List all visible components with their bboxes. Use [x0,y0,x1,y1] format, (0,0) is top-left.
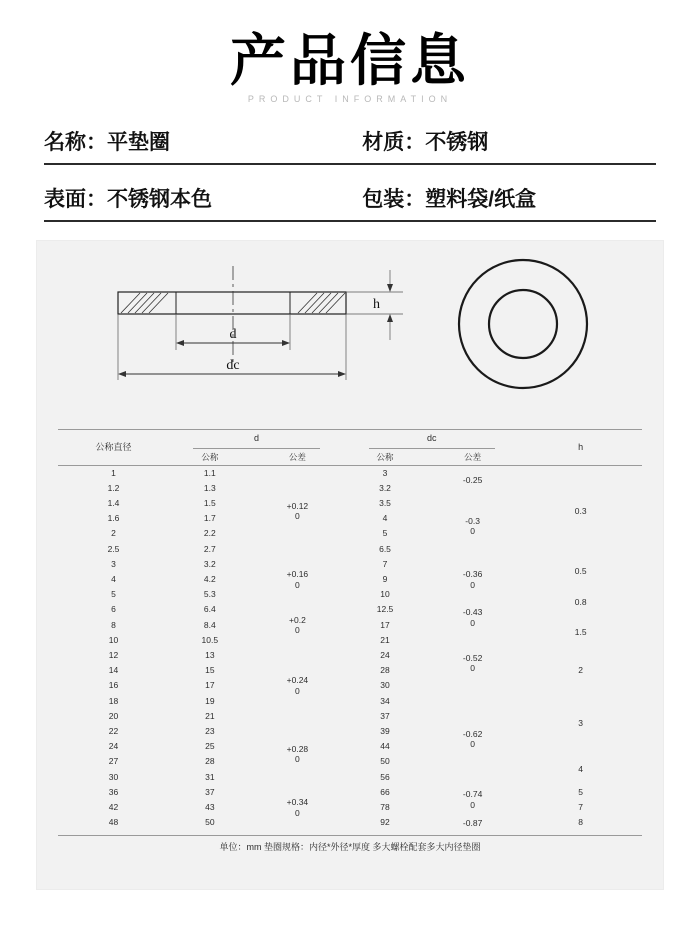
col-header-d: d [169,429,344,449]
spec-surface [44,183,362,213]
cell-dc-tolerance: -0.52 0 [462,652,483,674]
cell-dc-tolerance: -0.3 0 [465,515,480,537]
table-row [58,800,642,815]
cell-dc-nominal: 3 [382,467,388,478]
spec-row [44,126,656,165]
cell-dc-nominal: 5 [382,528,388,539]
cell-dc-nominal: 10 [380,589,390,600]
cell-d-nominal: 1.7 [203,513,216,524]
cell-thickness: 5 [578,786,584,797]
cell-d-nominal: 6.4 [203,604,216,615]
cell-nominal-diameter: 14 [108,665,119,676]
spec-row [44,183,656,222]
dimension-label-d: d [229,326,237,342]
cell-dc-nominal: 24 [380,650,390,661]
col-header-nominal: 公称直径 [95,441,132,452]
cell-nominal-diameter: 1.4 [107,498,120,508]
cell-d-nominal: 50 [205,817,215,828]
cell-nominal-diameter: 1 [111,467,116,478]
spec-material-value: 不锈钢 [425,130,489,154]
spec-surface-label: 表面： [44,187,107,211]
cell-thickness: 4 [578,764,584,775]
page-subtitle: PRODUCT INFORMATION [247,93,453,104]
dimension-label-dc: dc [226,357,240,373]
cell-d-nominal: 21 [205,710,215,721]
cell-nominal-diameter: 10 [108,634,119,645]
spec-name-value: 平垫圈 [107,130,170,154]
spec-name [44,126,362,156]
cell-d-nominal: 1.3 [203,482,216,493]
table-row [58,465,642,481]
cell-nominal-diameter: 5 [111,589,116,600]
cell-nominal-diameter: 22 [108,726,119,737]
spec-packaging [362,183,656,213]
cell-dc-nominal: 12.5 [376,604,394,615]
cell-d-tolerance: +0.28 0 [286,743,309,765]
table-row [58,754,642,769]
table-row [58,618,642,633]
table-row [58,587,642,602]
cell-d-nominal: 4.2 [203,574,216,585]
cell-d-nominal: 10.5 [201,634,219,645]
cell-d-nominal: 5.3 [203,589,216,600]
cell-d-nominal: 2.2 [203,528,216,539]
cell-d-nominal: 15 [205,665,215,676]
cell-thickness: 2 [578,665,584,676]
cell-d-nominal: 25 [205,741,215,752]
cell-nominal-diameter: 6 [111,604,116,615]
page-title: 产品信息 [230,29,470,92]
col-header-h: h [578,441,584,452]
cell-d-nominal: 19 [205,695,215,706]
cell-dc-nominal: 9 [382,574,388,585]
cell-dc-nominal: 6.5 [379,543,391,554]
spec-packaging-label: 包装： [362,187,426,211]
cell-dc-nominal: 66 [380,786,390,797]
cell-dc-nominal: 7 [382,558,388,569]
col-header-dc-nom: 公称 [376,451,394,462]
spec-surface-value: 不锈钢本色 [107,187,212,211]
technical-drawing-card [36,240,664,890]
cell-nominal-diameter: 1.2 [107,482,120,493]
cell-dc-nominal: 50 [380,756,390,767]
cell-thickness: 3 [578,718,584,729]
cell-dc-nominal: 4 [382,513,388,524]
cell-d-nominal: 28 [205,756,215,767]
cell-nominal-diameter: 24 [108,741,119,752]
cell-thickness: 0.3 [574,505,587,516]
cell-d-nominal: 43 [205,802,215,813]
cell-nominal-diameter: 27 [108,756,119,767]
table-row [58,557,642,572]
cell-dc-tolerance: -0.36 0 [462,568,483,590]
cell-d-nominal: 2.7 [203,543,216,554]
cell-d-nominal: 37 [205,786,215,797]
cell-nominal-diameter: 30 [108,771,119,782]
cell-dc-tolerance: -0.43 0 [462,607,483,628]
spec-packaging-value: 塑料袋/纸盒 [425,187,537,211]
cell-d-tolerance: +0.34 0 [286,797,309,818]
cell-d-nominal: 13 [205,650,215,661]
washer-drawing [58,254,642,429]
cell-nominal-diameter: 8 [111,619,116,630]
table-row [58,815,642,830]
cell-nominal-diameter: 1.6 [107,513,120,524]
cell-dc-nominal: 30 [380,680,390,691]
cell-nominal-diameter: 3 [111,558,116,569]
cell-nominal-diameter: 42 [108,802,119,813]
cell-d-tolerance: +0.2 0 [289,614,306,636]
cell-d-nominal: 1.1 [203,467,216,478]
card-inner [58,254,642,880]
cell-dc-nominal: 28 [380,665,390,676]
cell-d-nominal: 23 [205,726,215,737]
cell-thickness: 0.8 [574,596,587,607]
washer-plan-view [459,260,587,388]
cell-thickness: 1.5 [574,627,587,638]
cell-thickness: 0.5 [574,566,587,577]
cell-dc-nominal: 56 [380,771,390,782]
cell-nominal-diameter: 2 [111,528,116,539]
table-footnote: 单位：mm 垫圈规格：内径*外径*厚度 多大螺栓配套多大内径垫圈 [58,835,642,853]
cell-thickness: 8 [578,817,584,828]
cell-dc-nominal: 34 [380,695,390,706]
cell-d-tolerance: +0.16 0 [286,568,309,590]
table-row [58,785,642,800]
cell-nominal-diameter: 18 [108,695,119,706]
cell-dc-nominal: 17 [380,619,390,630]
cell-dc-nominal: 78 [380,802,390,813]
cell-dc-tolerance: -0.87 [462,817,483,828]
cell-nominal-diameter: 36 [108,786,119,797]
table-row [58,694,642,709]
spec-name-label: 名称： [44,130,107,154]
cell-nominal-diameter: 4 [111,574,116,585]
cell-thickness: 7 [578,802,584,813]
cell-d-nominal: 1.5 [203,498,216,508]
col-header-dc: dc [344,429,519,449]
cell-d-tolerance: +0.12 0 [286,500,309,522]
cell-dc-nominal: 3.5 [379,498,391,508]
col-header-d-nom: 公称 [201,451,219,462]
cell-nominal-diameter: 2.5 [107,543,120,554]
cell-nominal-diameter: 16 [108,680,119,691]
dimension-label-h: h [373,296,380,312]
cell-dc-tolerance: -0.74 0 [462,789,483,811]
cell-nominal-diameter: 48 [108,817,119,828]
cell-nominal-diameter: 12 [108,650,119,661]
cell-dc-nominal: 39 [380,726,390,737]
col-header-d-tol: 公差 [288,451,306,462]
spec-material-label: 材质： [362,130,426,154]
cell-dc-nominal: 44 [380,741,390,752]
cell-d-nominal: 17 [205,680,215,691]
cell-dc-tolerance: -0.25 [462,475,483,486]
spec-list [44,126,656,222]
cell-dc-nominal: 3.2 [379,482,391,493]
cell-dc-nominal: 92 [380,817,390,828]
table-row [58,648,642,663]
header-block [0,0,700,104]
washer-drawing-svg [58,254,642,429]
dimension-table [58,429,642,831]
cell-dc-tolerance: -0.62 0 [462,728,483,750]
spec-material [362,126,656,156]
dimension-table-body [58,465,642,830]
cell-nominal-diameter: 20 [108,710,119,721]
cell-d-tolerance: +0.24 0 [286,675,309,697]
cell-d-nominal: 31 [205,771,215,782]
cell-dc-nominal: 21 [380,634,390,645]
col-header-dc-tol: 公差 [464,451,482,462]
cell-d-nominal: 3.2 [203,558,216,569]
cell-dc-nominal: 37 [380,710,390,721]
cell-d-nominal: 8.4 [203,619,216,630]
